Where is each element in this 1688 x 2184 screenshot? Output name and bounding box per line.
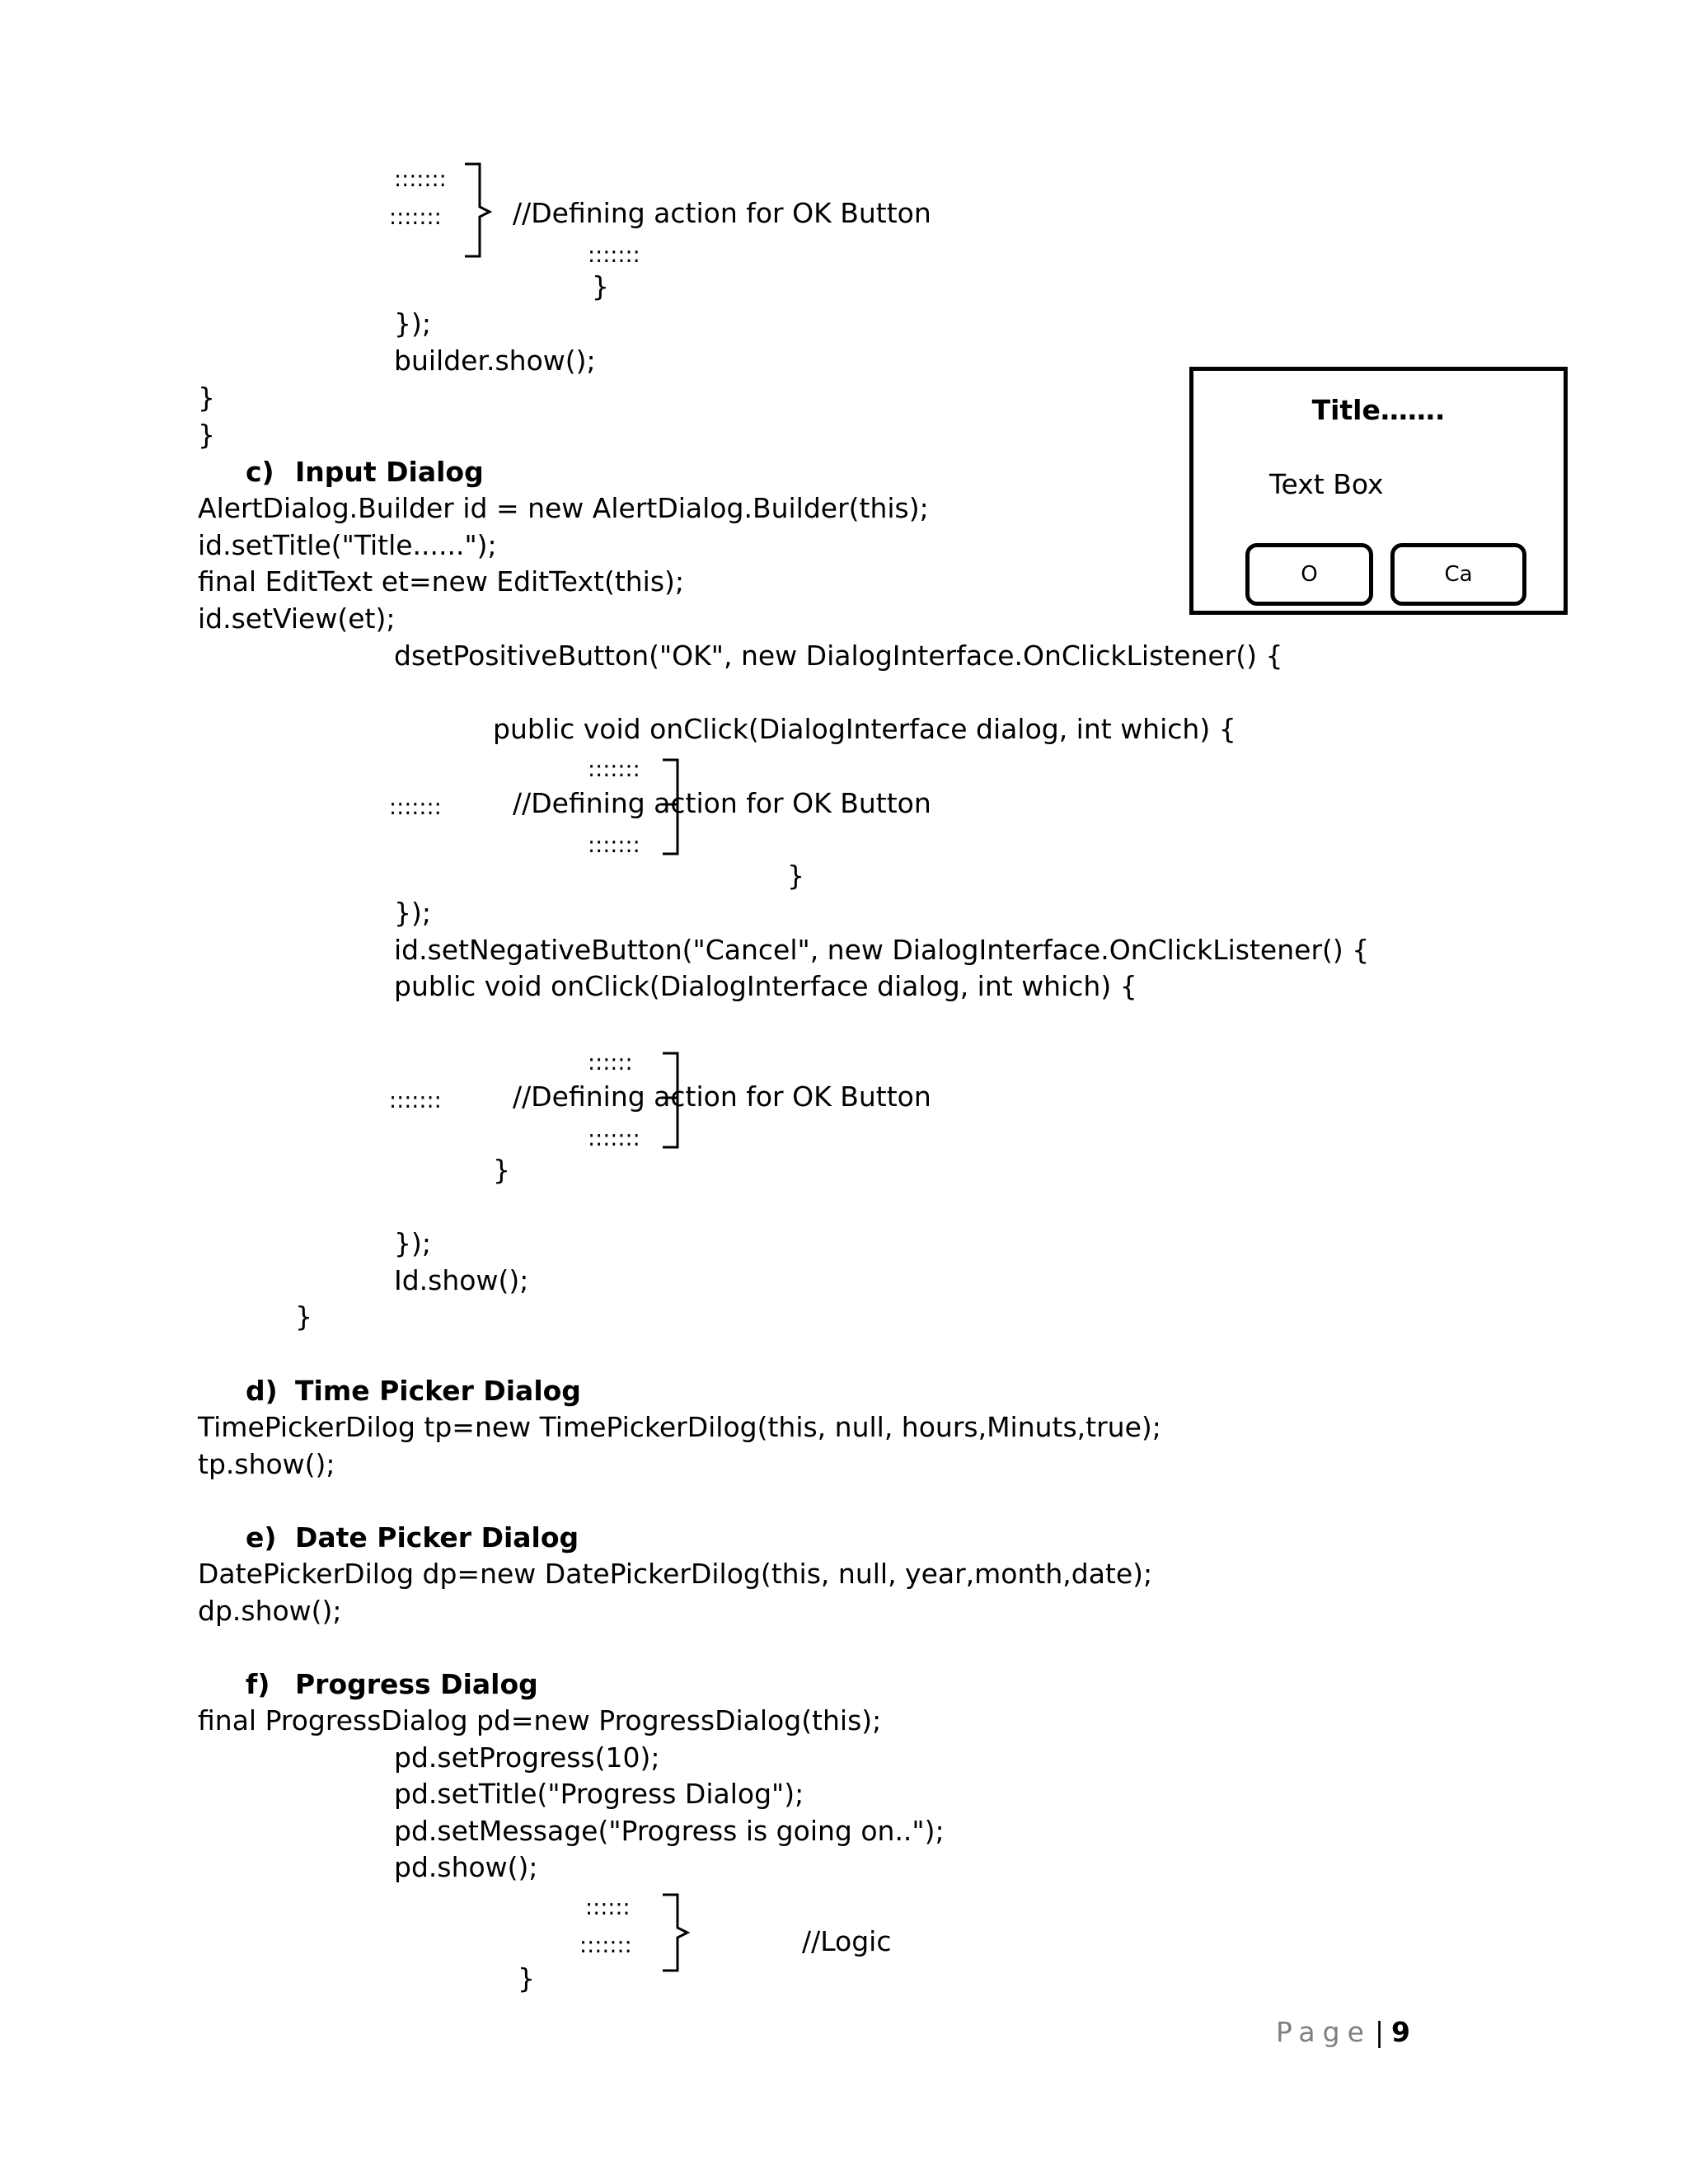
code-comment: //Logic [802,1925,892,1957]
code-line: }); [394,307,431,340]
code-line: } [787,860,804,892]
dialog-mockup [1189,367,1568,615]
code-line: } [592,270,609,302]
code-dots: :::::: [588,1050,633,1076]
code-line: pd.setTitle("Progress Dialog"); [394,1778,804,1810]
code-line: final EditText et=new EditText(this); [198,565,685,598]
page-number: 9 [1391,2016,1410,2048]
code-comment: //Defining action for OK Button [513,1080,931,1113]
code-line: dp.show(); [198,1595,342,1627]
code-line: } [295,1301,312,1333]
code-line: public void onClick(DialogInterface dialog, int which) { [394,970,1137,1002]
code-line: public void onClick(DialogInterface dialog, int which) { [493,713,1236,745]
code-line: Id.show(); [394,1264,529,1296]
code-line: builder.show(); [394,344,596,377]
dialog-text-box: Text Box [1269,468,1384,500]
code-line: pd.setProgress(10); [394,1741,660,1774]
right-brace-icon [462,161,503,260]
right-bracket-icon [659,757,692,857]
section-marker: c) [246,456,274,488]
code-line: }); [394,897,431,929]
code-dots: ::::::: [579,1933,632,1958]
code-line: final ProgressDialog pd=new ProgressDialog(this); [198,1704,882,1736]
code-line: pd.setMessage("Progress is going on.."); [394,1815,945,1847]
code-dots: ::::::: [389,794,442,820]
page-separator: | [1375,2016,1385,2048]
code-line: } [198,382,215,414]
code-line: } [518,1962,535,1994]
code-dots: ::::::: [394,166,447,192]
section-heading: Input Dialog [295,456,484,488]
code-dots: :::::: [585,1895,631,1920]
section-marker: d) [246,1375,278,1407]
code-line: } [198,419,215,451]
code-line: TimePickerDilog tp=new TimePickerDilog(this, null, hours,Minuts,true); [198,1411,1161,1443]
section-marker: f) [246,1668,270,1700]
code-line: } [493,1154,510,1186]
code-comment: //Defining action for OK Button [513,787,931,819]
code-dots: ::::::: [588,1126,640,1151]
code-dots: ::::::: [588,757,640,782]
code-line: dsetPositiveButton("OK", new DialogInterface.OnClickListener() { [394,640,1283,672]
code-dots: ::::::: [588,832,640,858]
code-line: }); [394,1227,431,1259]
code-line: id.setView(et); [198,602,396,635]
code-line: pd.show(); [394,1851,538,1883]
dialog-ok-button: O [1245,543,1373,606]
section-marker: e) [246,1521,277,1554]
right-bracket-icon [659,1050,692,1151]
code-comment: //Defining action for OK Button [513,197,931,229]
code-line: id.setNegativeButton("Cancel", new DialogInterface.OnClickListener() { [394,934,1370,966]
code-line: DatePickerDilog dp=new DatePickerDilog(this, null, year,month,date); [198,1558,1153,1590]
page-label: Page [1276,2016,1372,2048]
code-dots: ::::::: [389,1088,442,1113]
section-heading: Time Picker Dialog [295,1375,581,1407]
dialog-title: Title……. [1311,394,1446,426]
code-line: id.setTitle("Title......"); [198,529,497,561]
section-heading: Date Picker Dialog [295,1521,579,1554]
dialog-cancel-button: Ca [1390,543,1526,606]
right-brace-icon [659,1891,701,1974]
code-line: AlertDialog.Builder id = new AlertDialog.Builder(this); [198,492,929,524]
code-dots: ::::::: [588,242,640,268]
code-line: tp.show(); [198,1448,335,1480]
code-dots: ::::::: [389,204,442,230]
section-heading: Progress Dialog [295,1668,538,1700]
